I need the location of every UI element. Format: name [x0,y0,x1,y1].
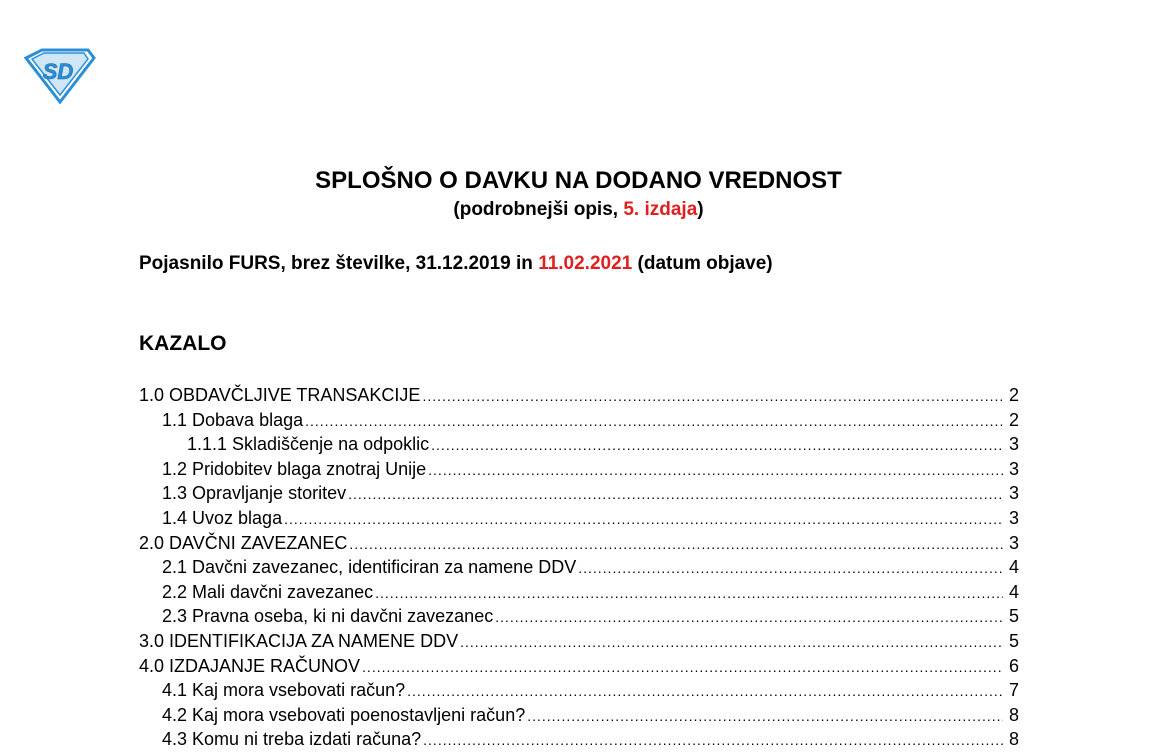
toc-entry[interactable] [139,457,1019,482]
toc-leader-dots [423,728,1003,752]
toc-leader-dots [284,507,1003,531]
toc-entry[interactable] [139,408,1019,433]
toc-entry[interactable] [139,506,1019,531]
toc-entry-label: 1.0 OBDAVČLJIVE TRANSAKCIJE [139,385,421,405]
toc-page-number: 2 [1008,385,1019,405]
toc-entry[interactable] [139,580,1019,605]
toc-entry[interactable] [139,531,1019,556]
toc-entry-label: 1.1.1 Skladiščenje na odpoklic [187,434,430,455]
toc-entry-label: 1.1 Dobava blaga [162,409,304,430]
toc-page-number: 5 [1008,630,1019,651]
toc-leader-dots [362,655,1003,679]
source-line [139,251,773,277]
toc-page-number: 3 [1008,458,1019,479]
toc-entry[interactable] [139,629,1019,654]
toc-leader-dots [460,630,1003,654]
toc-entry-label: 2.0 DAVČNI ZAVEZANEC [139,532,348,553]
toc-leader-dots [578,556,1003,580]
toc-page-number: 2 [1008,409,1019,430]
toc-heading: KAZALO [139,332,227,355]
toc-entry[interactable] [139,727,1019,752]
publication-date: 11.02.2021 [538,253,633,274]
toc-entry-label: 2.3 Pravna oseba, ki ni davčni zavezanec [162,606,494,627]
document-subtitle [0,197,1157,223]
toc-leader-dots [349,532,1003,556]
toc-page-number: 4 [1008,557,1019,578]
toc-entry-label: 2.1 Davčni zavezanec, identificiran za namene DDV [162,557,577,578]
sd-shield-logo-icon [22,48,96,104]
toc-entry-label: 4.0 IZDAJANJE RAČUNOV [139,655,361,676]
toc-entry[interactable] [139,432,1019,457]
toc-entry[interactable] [139,555,1019,580]
toc-entry-label: 1.4 Uvoz blaga [162,507,283,528]
source-prefix: Pojasnilo FURS, brez številke, 31.12.2019 in [139,253,539,274]
toc-leader-dots [431,433,1003,457]
toc-page-number: 3 [1008,532,1019,553]
toc-page-number: 4 [1008,581,1019,602]
toc-entry-label: 4.2 Kaj mora vsebovati poenostavljeni račun? [162,704,526,725]
toc-entry-label: 1.2 Pridobitev blaga znotraj Unije [162,458,427,479]
toc-leader-dots [428,458,1003,482]
toc-leader-dots [375,581,1003,605]
toc-page-number: 3 [1008,483,1019,504]
toc-leader-dots [422,384,1003,408]
table-of-contents [139,383,1019,752]
toc-entry-label: 3.0 IDENTIFIKACIJA ZA NAMENE DDV [139,630,459,651]
toc-entry[interactable] [139,654,1019,679]
toc-entry[interactable] [139,678,1019,703]
toc-entry[interactable] [139,481,1019,506]
toc-entry[interactable] [139,383,1019,408]
toc-entry[interactable] [139,604,1019,629]
toc-leader-dots [348,482,1003,506]
toc-page-number: 8 [1008,729,1019,750]
toc-page-number: 7 [1008,680,1019,701]
toc-page-number: 3 [1008,434,1019,455]
toc-page-number: 6 [1008,655,1019,676]
subtitle-open: (podrobnejši opis, [453,199,624,220]
toc-entry-label: 4.1 Kaj mora vsebovati račun? [162,680,406,701]
subtitle-close: ) [697,199,704,220]
toc-page-number: 8 [1008,704,1019,725]
source-suffix: (datum objave) [632,253,773,274]
toc-leader-dots [407,679,1003,703]
toc-entry-label: 1.3 Opravljanje storitev [162,483,347,504]
toc-entry[interactable] [139,703,1019,728]
svg-text:SD: SD [42,59,74,84]
toc-page-number: 3 [1008,507,1019,528]
toc-leader-dots [527,704,1003,728]
toc-entry-label: 4.3 Komu ni treba izdati računa? [162,729,422,750]
toc-leader-dots [495,605,1003,629]
toc-entry-label: 2.2 Mali davčni zavezanec [162,581,374,602]
edition-label: 5. izdaja [623,199,698,220]
document-title: SPLOŠNO O DAVKU NA DODANO VREDNOST [315,167,842,194]
toc-page-number: 5 [1008,606,1019,627]
toc-leader-dots [305,409,1003,433]
